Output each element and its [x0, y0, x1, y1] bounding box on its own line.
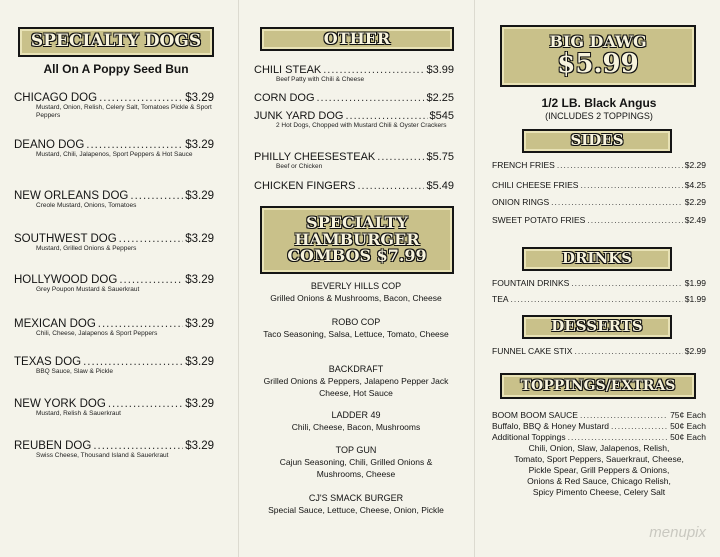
item-price: $3.29 — [185, 440, 214, 452]
menu-item — [14, 190, 214, 210]
big-dawg-banner — [500, 25, 696, 87]
big-dawg-title: BIG DAWG — [549, 31, 647, 51]
item-price: $2.29 — [684, 197, 706, 207]
menu-item-row — [254, 92, 454, 104]
menu-item — [254, 110, 454, 130]
leader-dots — [317, 92, 425, 104]
topping-list-line: Spicy Pimento Cheese, Celery Salt — [532, 487, 666, 497]
burger-title-line2: HAMBURGER — [294, 229, 420, 249]
item-price: $3.29 — [185, 398, 214, 410]
item-price: $4.25 — [684, 180, 706, 190]
leader-dots — [83, 356, 183, 368]
combo-desc: Special Sauce, Lettuce, Cheese, Onion, Pickle — [268, 505, 444, 515]
topping-name: BOOM BOOM SAUCE — [492, 410, 578, 420]
menu-item — [492, 180, 706, 190]
menu-item — [14, 233, 214, 253]
topping-list-line: Chili, Onion, Slaw, Jalapenos, Relish, — [528, 443, 670, 453]
leader-dots — [587, 215, 682, 225]
item-price: $2.49 — [684, 215, 706, 225]
item-desc: Swiss Cheese, Thousand Island & Sauerkraut — [36, 452, 169, 459]
menu-item-row — [14, 139, 214, 151]
drinks-banner — [522, 247, 672, 271]
leader-dots — [108, 398, 183, 410]
leader-dots — [345, 110, 427, 122]
leader-dots — [580, 180, 682, 190]
menu-item — [492, 346, 706, 356]
combo-name: BEVERLY HILLS COP — [310, 281, 402, 291]
menu-item-row — [14, 274, 214, 286]
leader-dots — [580, 410, 668, 421]
leader-dots — [574, 346, 682, 356]
menu-item-row — [492, 294, 706, 304]
sides-banner — [522, 129, 672, 153]
item-name: CHICKEN FINGERS — [254, 180, 356, 192]
combo-name: LADDER 49 — [331, 410, 381, 420]
menu-item — [14, 92, 214, 120]
item-price: $2.25 — [426, 92, 454, 104]
combo-name: BACKDRAFT — [328, 364, 384, 374]
combo-name: TOP GUN — [335, 445, 377, 455]
specialty-dogs-banner — [18, 27, 214, 57]
big-dawg-note: (INCLUDES 2 TOPPINGS) — [545, 111, 653, 121]
menu-item — [14, 440, 214, 460]
burger-combo — [240, 316, 472, 340]
menu-item-row — [492, 278, 706, 288]
combo-name: CJ'S SMACK BURGER — [308, 493, 404, 503]
item-name: SOUTHWEST DOG — [14, 233, 117, 245]
item-name: PHILLY CHEESESTEAK — [254, 151, 376, 163]
leader-dots — [568, 432, 669, 443]
toppings-banner — [500, 373, 696, 399]
menu-item-row — [14, 356, 214, 368]
menu-item-row — [254, 151, 454, 163]
item-name: FUNNEL CAKE STIX — [492, 346, 573, 356]
item-name: ONION RINGS — [492, 197, 550, 207]
item-name: CHILI CHEESE FRIES — [492, 180, 579, 190]
big-dawg-price: $5.99 — [557, 48, 639, 79]
leader-dots — [119, 274, 183, 286]
menu-item-row — [14, 440, 214, 452]
menu-item — [492, 197, 706, 207]
item-name: HOLLYWOOD DOG — [14, 274, 118, 286]
leader-dots — [130, 190, 183, 202]
item-price: $3.29 — [185, 92, 214, 104]
item-price: $2.99 — [684, 346, 706, 356]
burger-combo — [240, 280, 472, 304]
topping-list-line: Onions & Red Sauce, Chicago Relish, — [527, 476, 671, 486]
item-price: $3.29 — [185, 318, 214, 330]
menu-item-row — [492, 197, 706, 207]
menu-item — [14, 274, 214, 294]
combo-name: ROBO COP — [331, 317, 381, 327]
menu-item — [492, 278, 706, 288]
leader-dots — [99, 92, 183, 104]
menu-item-row — [14, 190, 214, 202]
menu-item — [14, 139, 214, 159]
leader-dots — [93, 440, 183, 452]
item-name: REUBEN DOG — [14, 440, 92, 452]
item-name: CORN DOG — [254, 92, 315, 104]
leader-dots — [511, 294, 683, 304]
leader-dots — [86, 139, 183, 151]
item-desc: Beef Patty with Chili & Cheese — [276, 76, 365, 83]
other-title: OTHER — [323, 28, 391, 48]
menu-item-row — [492, 180, 706, 190]
item-desc: Mustard, Relish & Sauerkraut — [36, 410, 121, 417]
item-price: $5.49 — [426, 180, 454, 192]
item-name: CHICAGO DOG — [14, 92, 98, 104]
burger-combo — [240, 444, 472, 480]
item-name: SWEET POTATO FRIES — [492, 215, 586, 225]
menu-item-row — [254, 110, 454, 122]
menu-item — [254, 64, 454, 84]
combo-desc: Grilled Onions & Peppers, Jalapeno Pepper Jack Cheese, Hot Sauce — [263, 376, 449, 398]
topping-name: Additional Toppings — [492, 432, 566, 442]
menu-item — [14, 398, 214, 418]
topping-price-row — [492, 410, 706, 421]
item-price: $3.99 — [426, 64, 454, 76]
item-price: $3.29 — [185, 139, 214, 151]
item-price: $3.29 — [185, 233, 214, 245]
menu-item-row — [492, 215, 706, 225]
item-name: FOUNTAIN DRINKS — [492, 278, 570, 288]
sides-title: SIDES — [570, 131, 624, 150]
topping-list-line: Tomato, Sport Peppers, Sauerkraut, Cheese, — [514, 454, 684, 464]
combo-desc: Cajun Seasoning, Chili, Grilled Onions & Mushrooms, Cheese — [279, 457, 433, 479]
leader-dots — [557, 160, 683, 170]
topping-price: 50¢ Each — [670, 421, 706, 431]
item-name: JUNK YARD DOG — [254, 110, 344, 122]
menu-item — [14, 356, 214, 376]
item-price: $3.29 — [185, 356, 214, 368]
burger-title-line3: COMBOS $7.99 — [287, 246, 427, 266]
topping-price-row — [492, 421, 706, 432]
topping-price: 75¢ Each — [670, 410, 706, 420]
item-price: $3.29 — [185, 190, 214, 202]
item-desc: BBQ Sauce, Slaw & Pickle — [36, 368, 113, 375]
item-price: $1.99 — [684, 294, 706, 304]
menu-item — [492, 294, 706, 304]
item-name: NEW YORK DOG — [14, 398, 106, 410]
topping-price-row — [492, 432, 706, 443]
menu-item — [254, 180, 454, 192]
item-name: TEXAS DOG — [14, 356, 82, 368]
item-name: FRENCH FRIES — [492, 160, 555, 170]
specialty-dogs-title: SPECIALTY DOGS — [30, 31, 202, 52]
combo-desc: Chili, Cheese, Bacon, Mushrooms — [291, 422, 421, 432]
leader-dots — [98, 318, 183, 330]
menu-item-row — [14, 398, 214, 410]
leader-dots — [119, 233, 184, 245]
combo-desc: Grilled Onions & Mushrooms, Bacon, Cheese — [270, 293, 442, 303]
toppings-section — [492, 410, 706, 498]
drinks-title: DRINKS — [561, 249, 633, 268]
item-name: DEANO DOG — [14, 139, 85, 151]
menu-item-row — [254, 180, 454, 192]
item-price: $5.75 — [426, 151, 454, 163]
specialty-dogs-subtitle: All On A Poppy Seed Bun — [43, 62, 189, 76]
desserts-title: DESSERTS — [551, 317, 643, 336]
menu-item — [492, 215, 706, 225]
menu-item-row — [14, 233, 214, 245]
burger-combo — [240, 409, 472, 433]
big-dawg-desc: 1/2 LB. Black Angus — [541, 96, 657, 110]
menu-item — [14, 318, 214, 338]
combo-desc: Taco Seasoning, Salsa, Lettuce, Tomato, Cheese — [263, 329, 449, 339]
menu-item-row — [14, 92, 214, 104]
menu-item — [254, 92, 454, 104]
item-name: CHILI STEAK — [254, 64, 322, 76]
other-column — [240, 0, 472, 557]
fold-line — [474, 0, 475, 557]
item-desc: Chili, Cheese, Jalapenos & Sport Peppers — [36, 330, 158, 337]
leader-dots — [323, 64, 424, 76]
item-desc: Grey Poupon Mustard & Sauerkraut — [36, 286, 140, 293]
fold-line — [238, 0, 239, 557]
menu-item-row — [492, 160, 706, 170]
specialty-dogs-column — [0, 0, 236, 557]
menu-item-row — [14, 318, 214, 330]
leader-dots — [377, 151, 424, 163]
topping-name: Buffalo, BBQ & Honey Mustard — [492, 421, 610, 431]
item-desc: Beef or Chicken — [276, 163, 323, 170]
topping-price: 50¢ Each — [670, 432, 706, 442]
menu-item-row — [254, 64, 454, 76]
item-desc: Mustard, Chili, Jalapenos, Sport Peppers & Hot Sauce — [36, 151, 193, 158]
burger-combo — [240, 492, 472, 516]
menu-item — [254, 151, 454, 171]
item-name: NEW ORLEANS DOG — [14, 190, 129, 202]
item-price: $2.29 — [684, 160, 706, 170]
burger-combos-banner — [260, 206, 454, 274]
desserts-banner — [522, 315, 672, 339]
item-name: MEXICAN DOG — [14, 318, 96, 330]
item-desc: Creole Mustard, Onions, Tomatoes — [36, 202, 137, 209]
topping-list-line: Pickle Spear, Grill Peppers & Onions, — [528, 465, 670, 475]
leader-dots — [611, 421, 668, 432]
item-desc: Mustard, Onion, Relish, Celery Salt, Tomatoes Pickle & Sport Peppers — [36, 104, 212, 119]
item-price: $3.29 — [185, 274, 214, 286]
leader-dots — [571, 278, 682, 288]
other-banner — [260, 27, 454, 51]
leader-dots — [357, 180, 424, 192]
item-price: $545 — [429, 110, 454, 122]
item-name: TEA — [492, 294, 509, 304]
toppings-title: TOPPINGS/EXTRAS — [520, 377, 676, 394]
item-price: $1.99 — [684, 278, 706, 288]
item-desc: Mustard, Grilled Onions & Peppers — [36, 245, 137, 252]
menu-item-row — [492, 346, 706, 356]
burger-title-line1: SPECIALTY — [306, 212, 408, 232]
item-desc: 2 Hot Dogs, Chopped with Mustard Chili & Oyster Crackers — [276, 122, 447, 129]
leader-dots — [551, 197, 683, 207]
menu-item — [492, 160, 706, 170]
right-column — [478, 0, 720, 557]
watermark: menupix — [649, 524, 706, 541]
burger-combo — [240, 363, 472, 399]
